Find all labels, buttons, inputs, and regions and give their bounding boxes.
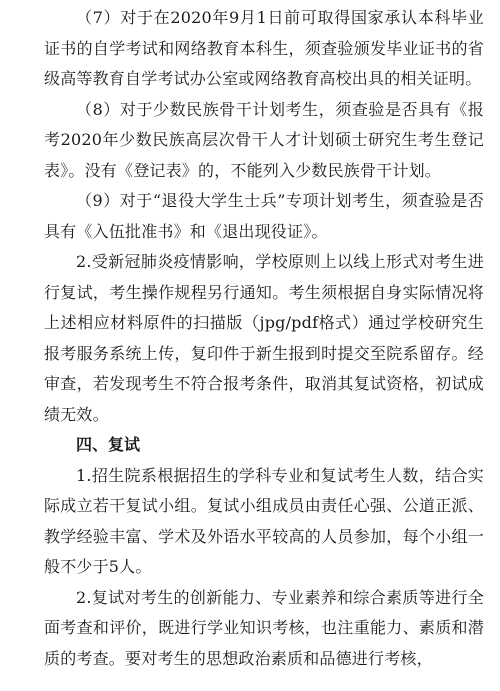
- paragraph-retest-evaluation: 2.复试对考生的创新能力、专业素养和综合素质等进行全面考查和评价，既进行学业知识考核，也注重能力、素质和潜质的考查。要对考生的思想政治素质和品德进行考核，: [44, 587, 484, 668]
- paragraph-item-7: （7）对于在2020年9月1日前可取得国家承认本科毕业证书的自学考试和网络教育本科生，须查验颁发毕业证书的省级高等教育自学考试办公室或网络教育高校出具的相关证明。: [44, 8, 484, 88]
- paragraph-item-8: （8）对于少数民族骨干计划考生，须查验是否具有《报考2020年少数民族高层次骨干人才计划硕士研究生考生登记表》。没有《登记表》的，不能列入少数民族骨干计划。: [44, 99, 484, 180]
- paragraph-retest-groups: 1.招生院系根据招生的学科专业和复试考生人数，结合实际成立若干复试小组。复试小组成员由责任心强、公道正派、教学经验丰富、学术及外语水平较高的人员参加，每个小组一般不少于5人。: [44, 465, 484, 576]
- paragraph-review-online: 2.受新冠肺炎疫情影响，学校原则上以线上形式对考生进行复试，考生操作规程另行通知。考生须根据自身实际情况将上述相应材料原件的扫描版（jpg/pdf格式）通过学校研究生报考服务系统上传，复印件于新生报到时提交至院系留存。经审查，若发现考生不符合报考条件，取消其复试资格，初试成绩无效。: [44, 252, 484, 424]
- section-heading-retest: 四、复试: [76, 435, 141, 454]
- paragraph-item-9: （9）对于“退役大学生士兵”专项计划考生，须查验是否具有《入伍批准书》和《退出现役证》。: [44, 191, 484, 241]
